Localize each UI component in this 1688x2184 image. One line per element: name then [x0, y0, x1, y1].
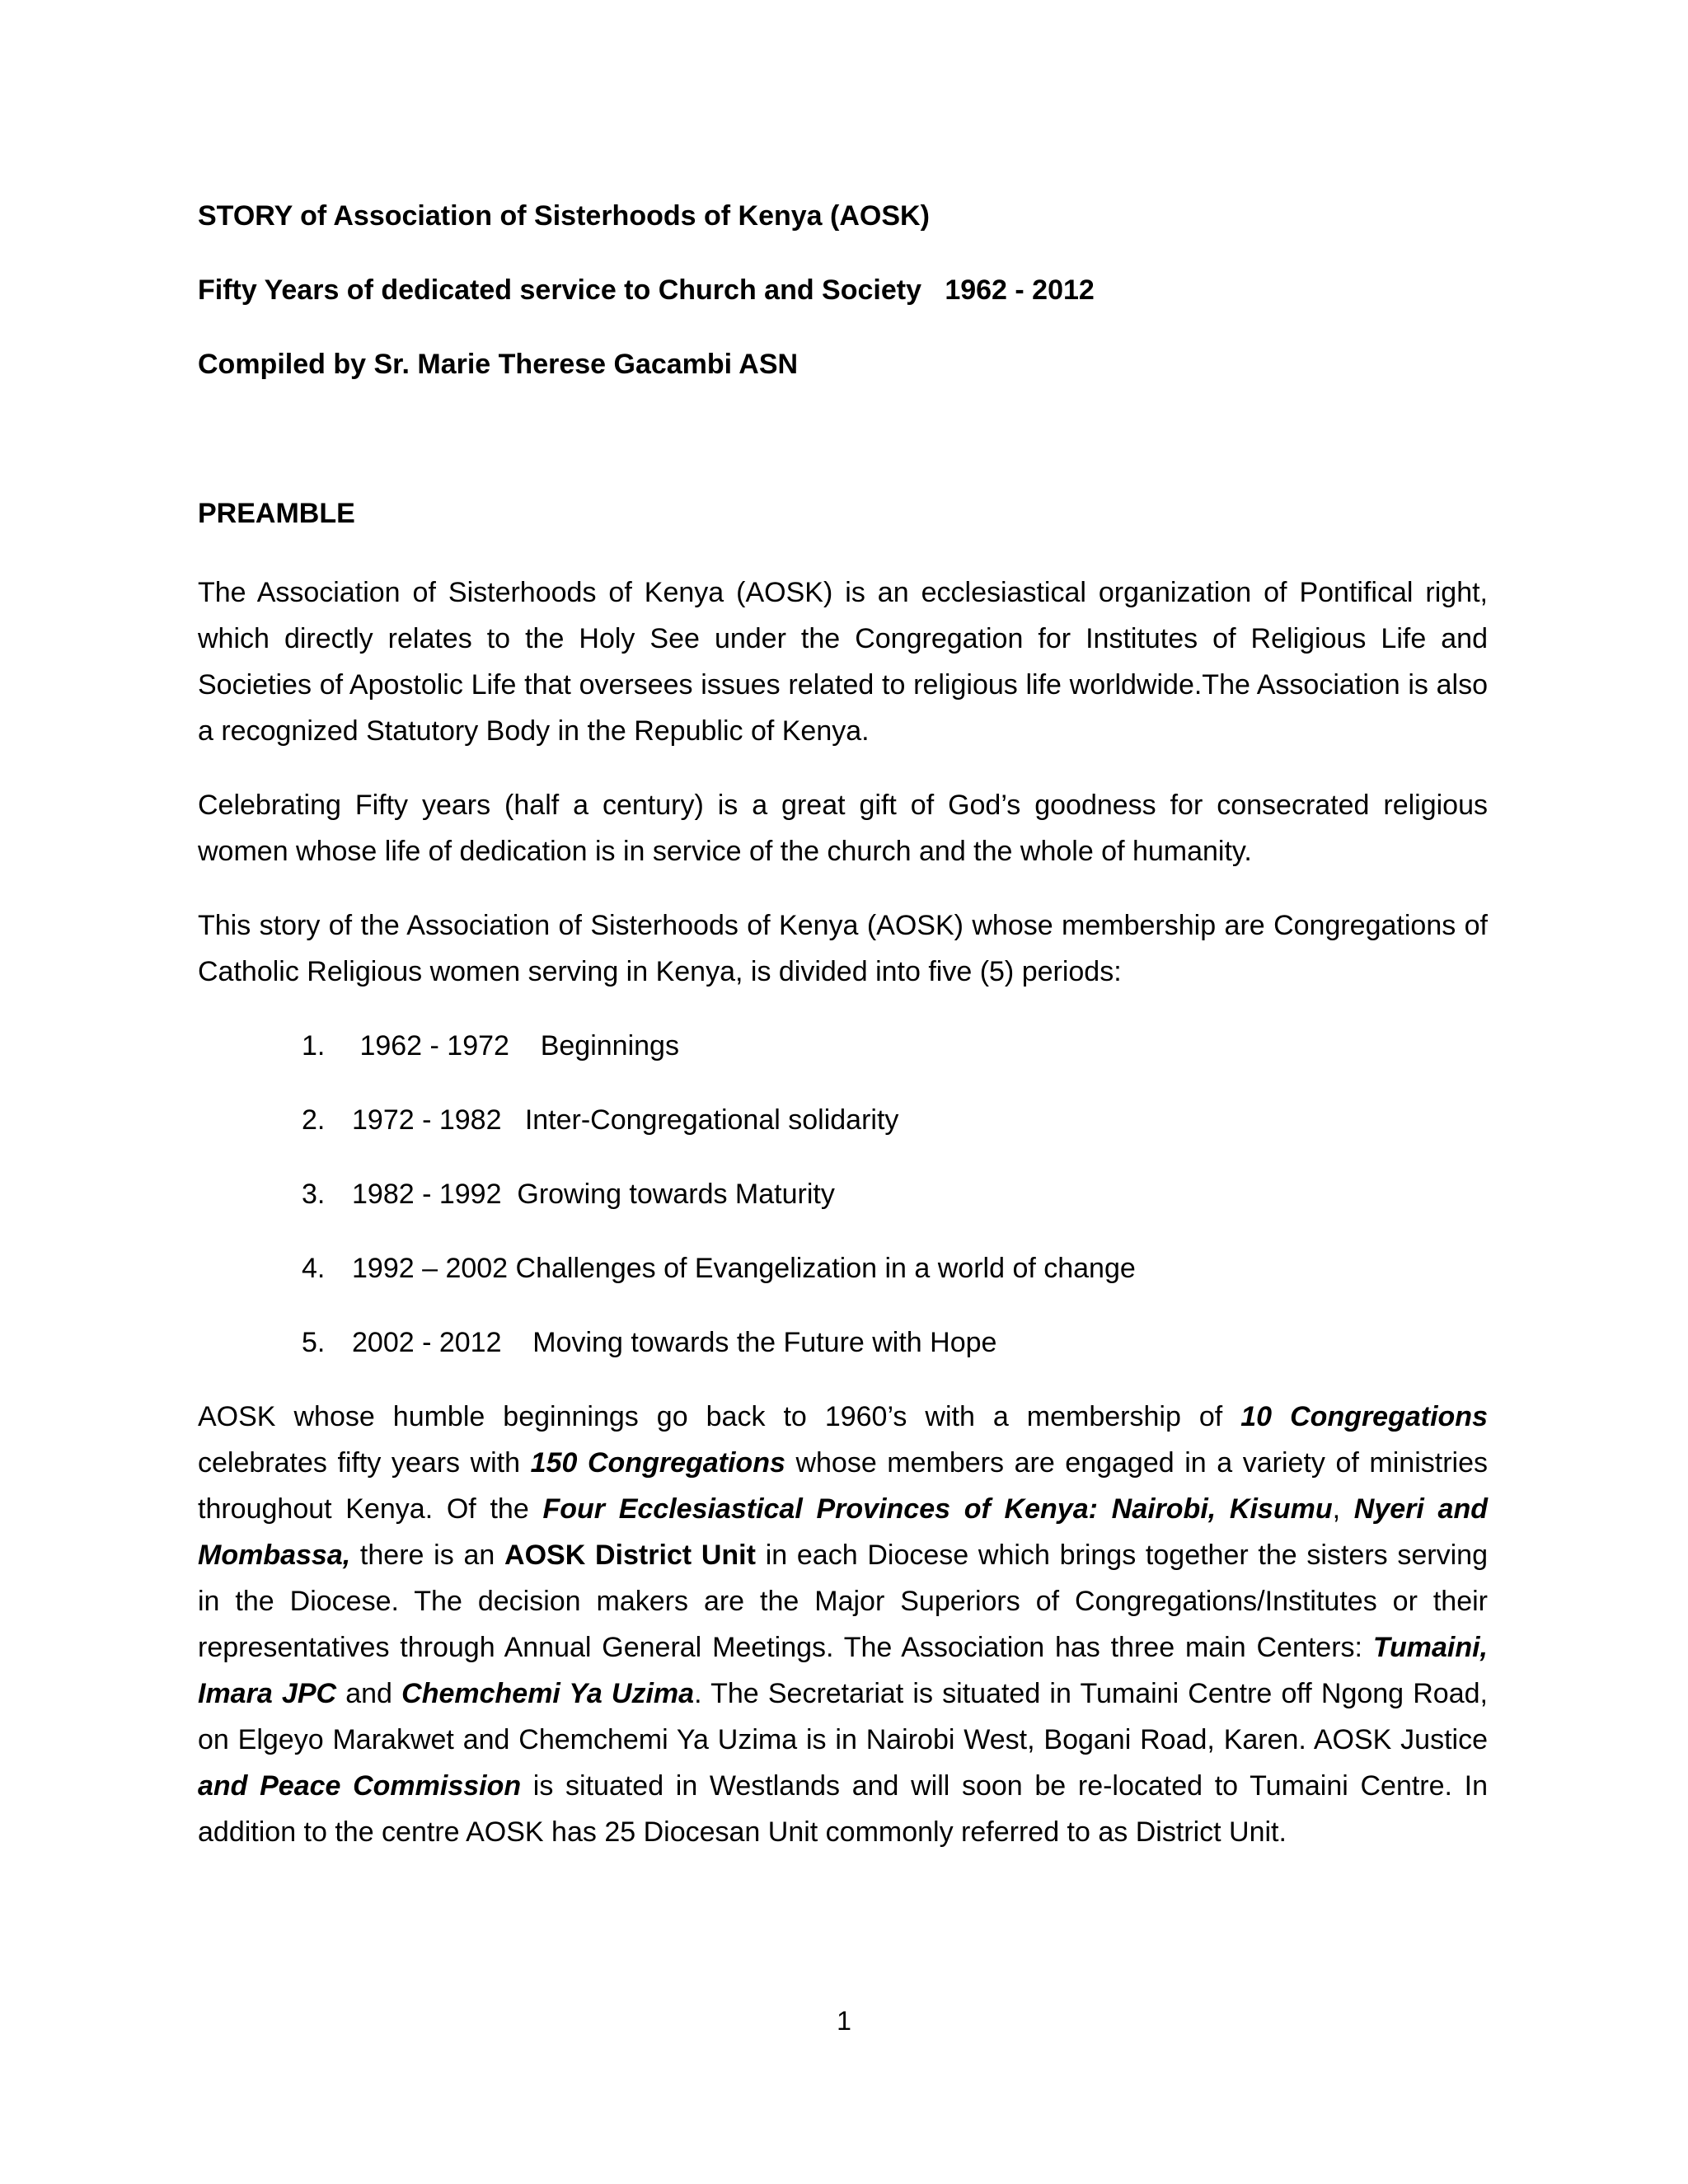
- preamble-paragraph-2: Celebrating Fifty years (half a century) is a great gift of God’s goodness for consecrated religious women whose life of dedication is in service of the church and the whole of humanity.: [198, 790, 1488, 867]
- period-number: 3.: [302, 1179, 326, 1210]
- period-item: [198, 1171, 1488, 1217]
- summary-text: and: [336, 1678, 402, 1709]
- period-text: 1992 – 2002 Challenges of Evangelization in a world of change: [352, 1253, 1136, 1284]
- period-item: [198, 1319, 1488, 1366]
- preamble-heading: PREAMBLE: [198, 498, 355, 529]
- summary-text: . The Secretariat is situated in Tumaini Centre off Ngong Road, on Elgeyo Marakwet and Chemchemi Ya Uzima is in Nairobi West, Bogani Road, Karen. AOSK Justice: [198, 1678, 1488, 1755]
- preamble-paragraph-1: The Association of Sisterhoods of Kenya (AOSK) is an ecclesiastical organization of Pontifical right, which directly relates to the Holy See under the Congregation for Institutes of Religious Life and Societies of Apostolic Life that oversees issues related to religious life worldwide.The Association is also a recognized Statutory Body in the Republic of Kenya.: [198, 577, 1488, 747]
- document-page: [198, 198, 1488, 1883]
- summary-text: there is an: [350, 1540, 505, 1571]
- period-item: [198, 1023, 1488, 1069]
- summary-text: whose members are engaged in a variety of ministries throughout Kenya. Of the: [198, 1447, 1488, 1525]
- period-number: 2.: [302, 1104, 326, 1136]
- summary-text: in each Diocese which brings together the sisters serving in the Diocese. The decision makers are the Major Superiors of Congregations/Institutes or their representatives through Annual General Meetings. The Association has three main Centers:: [198, 1540, 1489, 1663]
- summary-bold: AOSK District Unit: [504, 1540, 756, 1571]
- period-item: [198, 1097, 1488, 1143]
- period-text: 1982 - 1992 Growing towards Maturity: [352, 1179, 835, 1210]
- summary-emphasis: 10 Congregations: [1240, 1401, 1488, 1432]
- periods-list: [198, 1023, 1488, 1366]
- summary-paragraph: [198, 1394, 1488, 1855]
- summary-emphasis: Nyeri and Mombassa,: [198, 1493, 1488, 1571]
- summary-text: celebrates fifty years with: [198, 1447, 531, 1479]
- summary-emphasis: Chemchemi Ya Uzima: [401, 1678, 695, 1709]
- summary-emphasis: Four Ecclesiastical Provinces of Kenya: Nairobi, Kisumu: [542, 1493, 1333, 1525]
- period-number: 4.: [302, 1253, 326, 1284]
- period-text: 2002 - 2012 Moving towards the Future with Hope: [352, 1327, 997, 1358]
- summary-text: ,: [1332, 1493, 1354, 1525]
- summary-emphasis: Tumaini, Imara JPC: [198, 1632, 1488, 1709]
- period-item: [198, 1245, 1488, 1291]
- document-title: STORY of Association of Sisterhoods of Kenya (AOSK): [198, 200, 930, 232]
- summary-text: is situated in Westlands and will soon be re-located to Tumaini Centre. In addition to the centre AOSK has 25 Diocesan Unit commonly referred to as District Unit.: [198, 1770, 1489, 1848]
- summary-text: AOSK whose humble beginnings go back to 1960’s with a membership of: [198, 1401, 1241, 1432]
- document-subtitle: Fifty Years of dedicated service to Church and Society 1962 - 2012: [198, 274, 1095, 306]
- summary-emphasis: 150 Congregations: [530, 1447, 785, 1479]
- period-number: 5.: [302, 1327, 326, 1358]
- compiled-by: Compiled by Sr. Marie Therese Gacambi ASN: [198, 349, 799, 380]
- preamble-paragraph-3: This story of the Association of Sisterhoods of Kenya (AOSK) whose membership are Congregations of Catholic Religious women serving in Kenya, is divided into five (5) periods:: [198, 910, 1488, 987]
- page-number: 1: [837, 2006, 851, 2036]
- period-text: 1972 - 1982 Inter-Congregational solidarity: [352, 1104, 899, 1136]
- period-number: 1.: [302, 1030, 326, 1062]
- period-text: 1962 - 1972 Beginnings: [352, 1030, 679, 1062]
- summary-emphasis: and Peace Commission: [198, 1770, 522, 1802]
